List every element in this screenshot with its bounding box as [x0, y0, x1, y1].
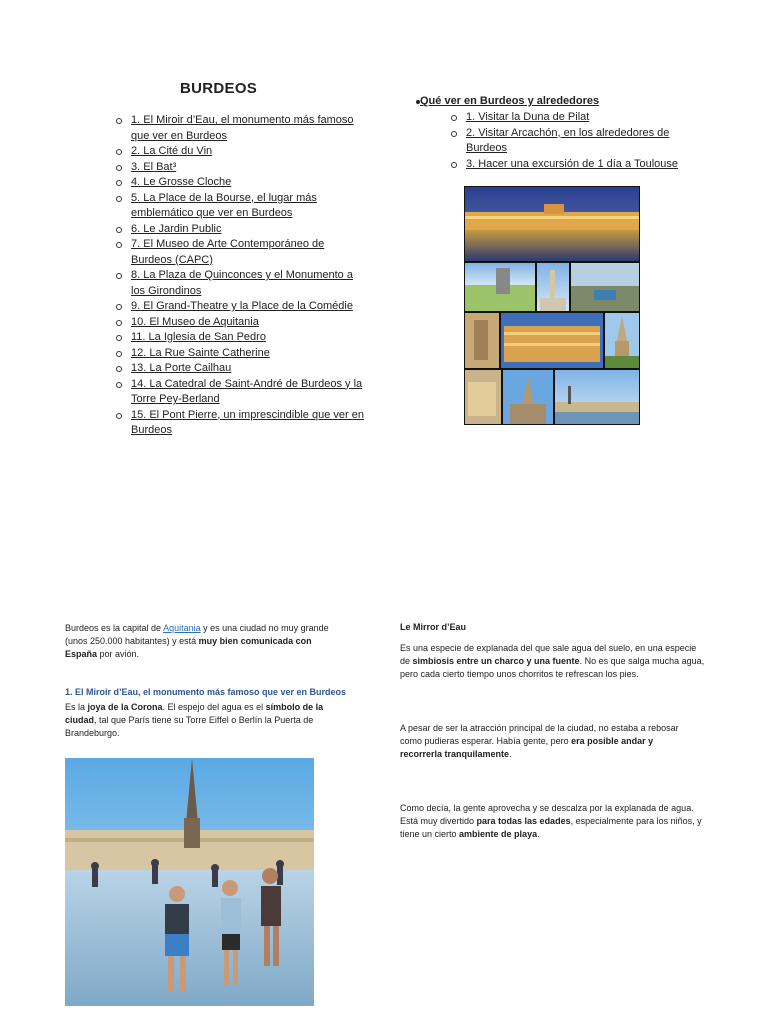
toc-link-toulouse[interactable]: 3. Hacer una excursión de 1 día a Toulouse: [466, 157, 678, 170]
toc-link-san-pedro[interactable]: 11. La Iglesia de San Pedro: [131, 331, 266, 343]
miroir-text: , tal que París tiene su Torre Eiffel o Berlín la Puerta de Brandeburgo.: [65, 715, 314, 738]
toc-link-sainte-catherine[interactable]: 12. La Rue Sainte Catherine: [131, 346, 270, 359]
toc-link-miroir[interactable]: 1. El Miroir d’Eau, el monumento más famoso que ver en Burdeos: [131, 114, 354, 142]
toc-item: [116, 408, 366, 439]
toc-item: [116, 268, 366, 299]
toc-item: [116, 330, 366, 346]
toc-link-place-bourse[interactable]: 5. La Place de la Bourse, el lugar más emblemático que ver en Burdeos: [131, 191, 317, 219]
miroir-text: Es la: [65, 702, 88, 712]
miroir-paragraph: [65, 701, 345, 740]
paragraph-text: . No es que salga mucha agua, pero cada cierto tiempo unos chorritos te refrescan los pies.: [400, 656, 705, 679]
miroir-bold: joya de la Corona: [87, 702, 163, 712]
toc-item: [451, 126, 691, 157]
miroir-photo: [65, 758, 314, 1006]
paragraph-text: .: [537, 829, 540, 839]
paragraph-text: .: [509, 749, 512, 759]
intro-paragraph: [65, 622, 340, 661]
toc-item: [116, 160, 366, 176]
paragraph-bold: para todas las edades: [476, 816, 571, 826]
intro-text: por avión.: [97, 649, 140, 659]
toc-item: [116, 175, 366, 191]
paragraph-text: , especialmente para los niños, y tiene un cierto: [400, 816, 702, 839]
toc-right-heading: [420, 94, 660, 109]
toc-item: [451, 110, 691, 126]
toc-link-pont-pierre[interactable]: 15. El Pont Pierre, un imprescindible que ver en Burdeos: [131, 408, 364, 436]
paragraph-text: Es una especie de explanada del que sale agua del suelo, en una especie de: [400, 643, 697, 666]
paragraph: [400, 802, 705, 841]
toc-item: [116, 113, 366, 144]
toc-link-arcachon[interactable]: 2. Visitar Arcachón, en los alrededores de Burdeos: [466, 126, 670, 154]
section-heading-miroir: 1. El Miroir d’Eau, el monumento más famoso que ver en Burdeos: [65, 687, 347, 697]
intro-text: Burdeos es la capital de: [65, 623, 164, 633]
toc-link-museo-aquitania[interactable]: 10. El Museo de Aquitania: [131, 315, 259, 328]
paragraph-text: A pesar de ser la atracción principal de la ciudad, no estaba a rebosar como pudieras esperar. Había gente, pero: [400, 723, 679, 746]
toc-item: [451, 157, 691, 173]
aquitania-link[interactable]: Aquitania: [163, 623, 201, 633]
toc-link-bat[interactable]: 3. El Bat³: [131, 160, 177, 173]
toc-link-capc[interactable]: 7. El Museo de Arte Contemporáneo de Burdeos (CAPC): [131, 238, 325, 266]
toc-list: [116, 113, 366, 439]
toc-link-grosse-cloche[interactable]: 4. Le Grosse Cloche: [131, 176, 232, 188]
intro-bold: muy bien comunicada con España: [65, 636, 312, 659]
paragraph-bold: era posible andar y recorrerla tranquilamente: [400, 736, 654, 759]
miroir-bold: símbolo de la ciudad: [65, 702, 324, 725]
paragraph-bold: simbiosis entre un charco y una fuente: [412, 656, 580, 666]
toc-item: [116, 377, 366, 408]
bullet-icon: [416, 100, 420, 104]
paragraph-bold: ambiente de playa: [459, 829, 538, 839]
toc-link-grand-theatre[interactable]: 9. El Grand-Theatre y la Place de la Comédie: [131, 300, 353, 312]
paragraph-text: Como decía, la gente aprovecha y se descalza por la explanada de agua. Está muy divertido: [400, 803, 694, 826]
toc-item: [116, 144, 366, 160]
toc-link-porte-cailhau[interactable]: 13. La Porte Cailhau: [131, 362, 232, 374]
toc-right-list: [451, 110, 691, 172]
bordeaux-photo-collage: [464, 186, 640, 425]
toc-item: [116, 191, 366, 222]
page-title: BURDEOS: [180, 80, 258, 97]
miroir-image: [65, 758, 314, 1006]
paragraph: [400, 722, 690, 761]
paragraph: [400, 642, 705, 681]
toc-link-alrededores[interactable]: Qué ver en Burdeos y alrededores: [420, 95, 600, 107]
toc-link-catedral[interactable]: 14. La Catedral de Saint-André de Burdeos y la Torre Pey-Berland: [131, 377, 363, 405]
toc-item: [116, 222, 366, 238]
toc-link-duna-pilat[interactable]: 1. Visitar la Duna de Pilat: [466, 111, 590, 123]
toc-item: [116, 361, 366, 377]
toc-item: [116, 346, 366, 362]
toc-link-cite-du-vin[interactable]: 2. La Cité du Vin: [131, 145, 213, 157]
toc-item: [116, 315, 366, 331]
collage-image: [464, 186, 640, 425]
toc-link-jardin-public[interactable]: 6. Le Jardin Public: [131, 222, 222, 235]
section-title-mirror: Le Mirror d’Eau: [400, 622, 467, 632]
toc-item: [116, 237, 366, 268]
toc-item: [116, 299, 366, 315]
toc-link-quinconces[interactable]: 8. La Plaza de Quinconces y el Monumento a los Girondinos: [131, 269, 353, 297]
miroir-text: . El espejo del agua es el: [162, 702, 266, 712]
intro-text: y es una ciudad no muy grande (unos 250.000 habitantes) y está: [65, 623, 329, 646]
